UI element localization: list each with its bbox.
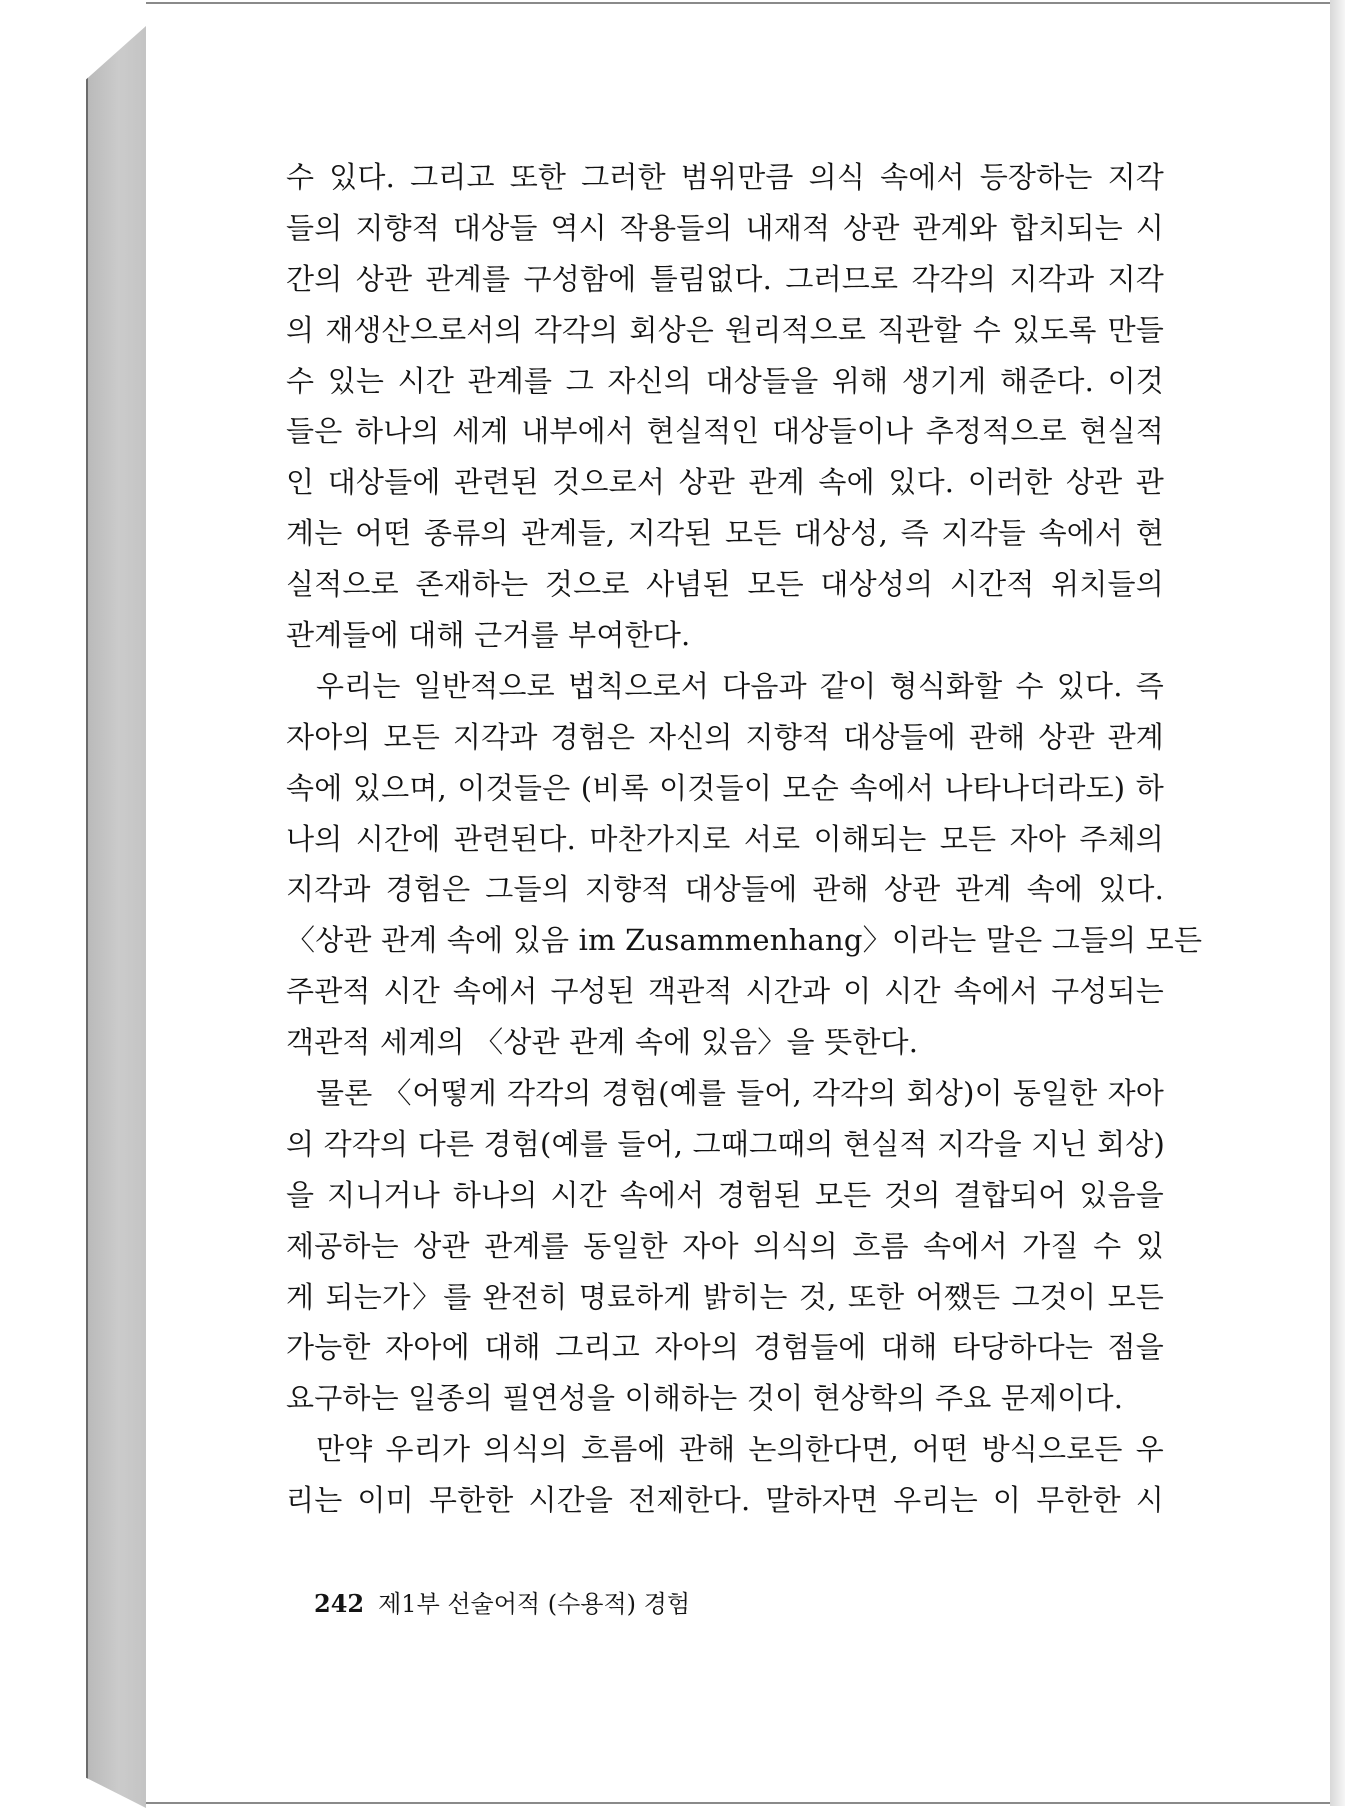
text-line: 실적으로 존재하는 것으로 사념된 모든 대상성의 시간적 위치들의 [286, 567, 1164, 602]
text-line: 인 대상들에 관련된 것으로서 상관 관계 속에 있다. 이러한 상관 관 [286, 465, 1164, 500]
text-line: 들의 지향적 대상들 역시 작용들의 내재적 상관 관계와 합치되는 시 [286, 210, 1164, 245]
text-line: 지각과 경험은 그들의 지향적 대상들에 관해 상관 관계 속에 있다. [286, 872, 1164, 907]
paragraph-end-line: 요구하는 일종의 필연성을 이해하는 것이 현상학의 주요 문제이다. [286, 1381, 1124, 1416]
text-line: 〈상관 관계 속에 있음 im Zusammenhang〉이라는 말은 그들의 모든 [286, 923, 1203, 958]
page-footer [314, 1584, 690, 1619]
paragraph-start-line: 만약 우리가 의식의 흐름에 관해 논의한다면, 어떤 방식으로든 우 [316, 1432, 1164, 1467]
page-number: 242 [314, 1589, 365, 1618]
book-spine-edge [86, 26, 146, 1808]
paragraph-start-line: 우리는 일반적으로 법칙으로서 다음과 같이 형식화할 수 있다. 즉 [316, 668, 1164, 703]
text-line: 주관적 시간 속에서 구성된 객관적 시간과 이 시간 속에서 구성되는 [286, 974, 1164, 1009]
text-line: 의 각각의 다른 경험(예를 들어, 그때그때의 현실적 지각을 지닌 회상) [286, 1126, 1165, 1161]
page-edge-shadow [1330, 0, 1345, 1806]
text-line: 간의 상관 관계를 구성함에 틀림없다. 그러므로 각각의 지각과 지각 [286, 261, 1164, 296]
text-line: 게 되는가〉를 완전히 명료하게 밝히는 것, 또한 어쨌든 그것이 모든 [286, 1279, 1164, 1314]
paragraph-end-line: 관계들에 대해 근거를 부여한다. [286, 618, 691, 653]
text-line: 수 있다. 그리고 또한 그러한 범위만큼 의식 속에서 등장하는 지각 [286, 160, 1164, 194]
text-line: 을 지니거나 하나의 시간 속에서 경험된 모든 것의 결합되어 있음을 [286, 1177, 1164, 1212]
paragraph-end-line: 객관적 세계의 〈상관 관계 속에 있음〉을 뜻한다. [286, 1025, 919, 1060]
running-title: 제1부 선술어적 (수용적) 경험 [378, 1590, 691, 1618]
book-page [146, 2, 1330, 1804]
paragraph-start-line: 물론 〈어떻게 각각의 경험(예를 들어, 각각의 회상)이 동일한 자아 [316, 1076, 1164, 1111]
text-line: 속에 있으며, 이것들은 (비록 이것들이 모순 속에서 나타나더라도) 하 [286, 770, 1164, 805]
text-line: 제공하는 상관 관계를 동일한 자아 의식의 흐름 속에서 가질 수 있 [286, 1228, 1164, 1263]
text-line: 의 재생산으로서의 각각의 회상은 원리적으로 직관할 수 있도록 만들 [286, 312, 1164, 347]
text-line: 들은 하나의 세계 내부에서 현실적인 대상들이나 추정적으로 현실적 [286, 414, 1164, 449]
text-line: 리는 이미 무한한 시간을 전제한다. 말하자면 우리는 이 무한한 시 [286, 1483, 1164, 1518]
text-line: 나의 시간에 관련된다. 마찬가지로 서로 이해되는 모든 자아 주체의 [286, 821, 1164, 856]
text-line: 가능한 자아에 대해 그리고 자아의 경험들에 대해 타당하다는 점을 [286, 1330, 1164, 1365]
text-line: 자아의 모든 지각과 경험은 자신의 지향적 대상들에 관해 상관 관계 [286, 719, 1164, 754]
body-text [286, 152, 1203, 1526]
text-line: 계는 어떤 종류의 관계들, 지각된 모든 대상성, 즉 지각들 속에서 현 [286, 516, 1164, 551]
text-line: 수 있는 시간 관계를 그 자신의 대상들을 위해 생기게 해준다. 이것 [286, 363, 1164, 398]
